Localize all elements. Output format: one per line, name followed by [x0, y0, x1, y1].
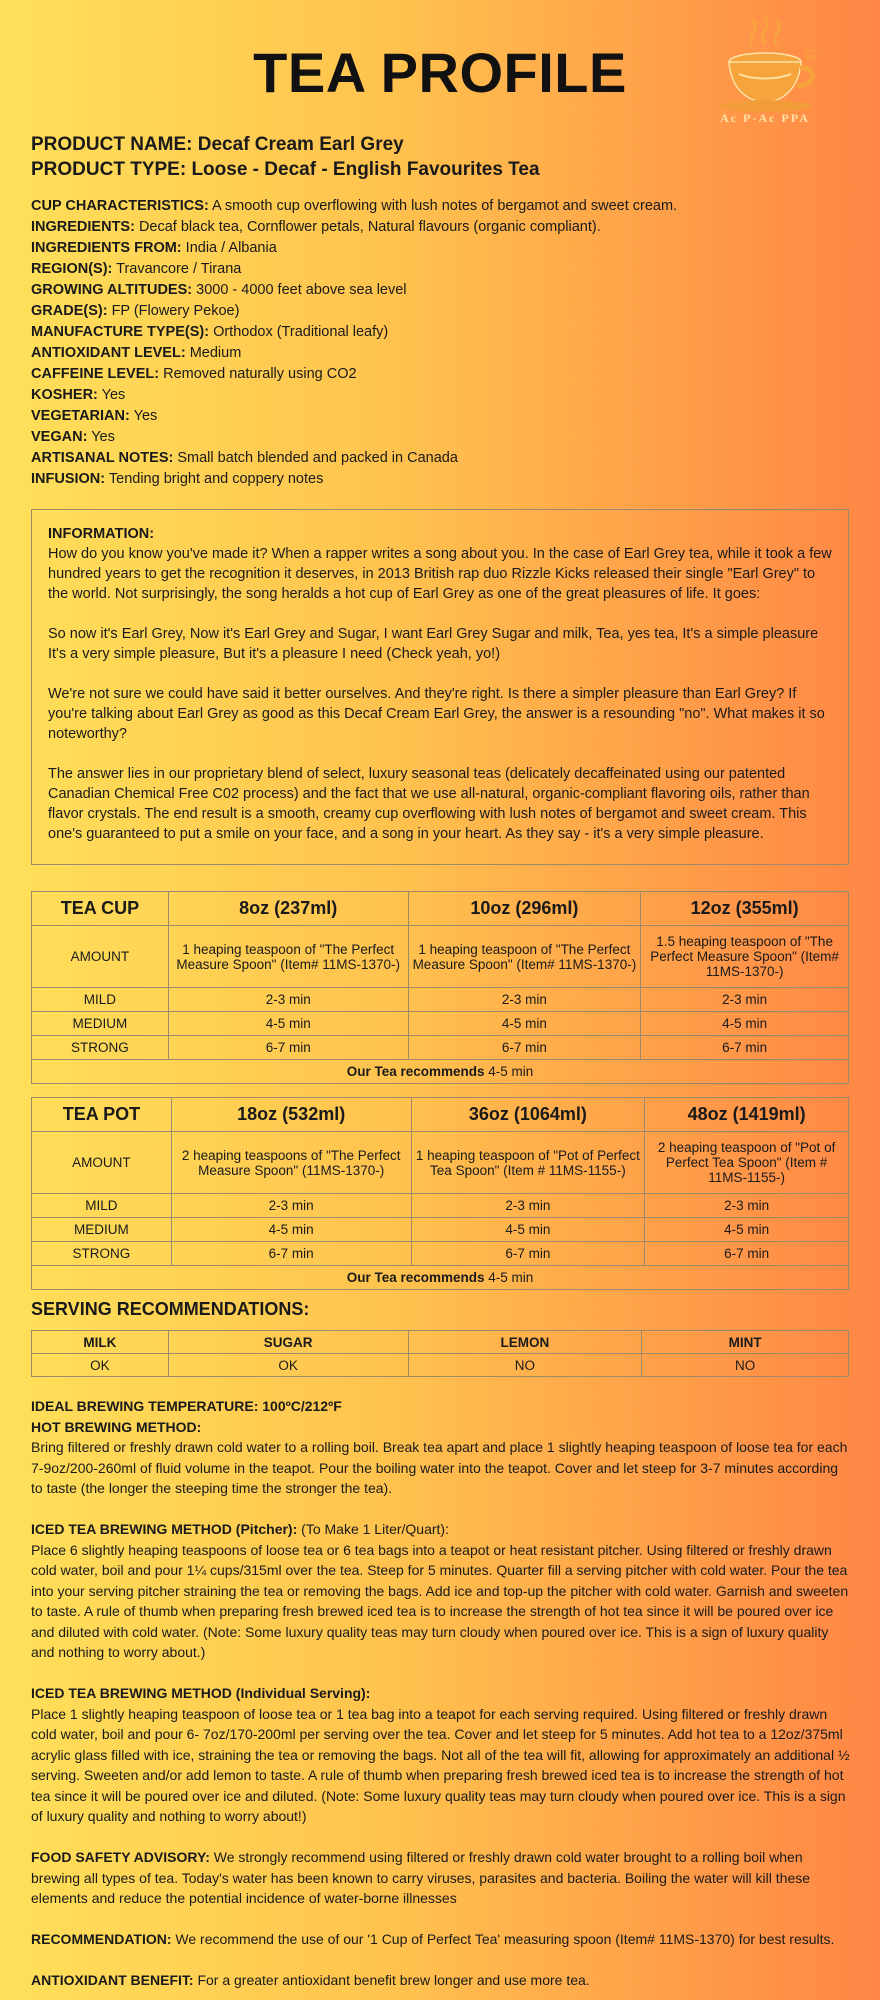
recommendation-block [31, 1929, 851, 1950]
tea-pot-table [31, 1097, 849, 1290]
time-cell: 2-3 min [171, 1194, 411, 1218]
antioxidant-label: ANTIOXIDANT BENEFIT: [31, 1972, 194, 1988]
information-paragraph: How do you know you've made it? When a rapper writes a song about you. In the case of Earl Grey tea, while it took a few hundred years to get the recognition it deserves, in 2013 British rap duo Rizzle Kicks released their single "Earl Grey" to the world. Not surprisingly, the song heralds a hot cup of Earl Grey as one of the great pleasures of life. It goes: [48, 546, 832, 602]
recommendation-row [32, 1060, 849, 1084]
serving-table [31, 1330, 849, 1377]
characteristics-list [31, 196, 851, 490]
serving-header: MILK [32, 1331, 169, 1354]
recommendation-text: We recommend the use of our '1 Cup of Perfect Tea' measuring spoon (Item# 11MS-1370) for best results. [175, 1931, 835, 1947]
information-paragraph: The answer lies in our proprietary blend of select, luxury seasonal teas (delicately decaffeinated using our patented Canadian Chemical Free C02 process) and the fact that we use all-natural, organic-compliant flavoring oils, rather than flavor crystals. The end result is a smooth, creamy cup overflowing with lush notes of bergamot and sweet cream. This one's guaranteed to put a smile on your face, and a song in your heart. As they say - it's a very simple pleasure. [48, 766, 810, 842]
page-title: TEA PROFILE [253, 41, 627, 104]
information-box [31, 509, 849, 865]
product-type: PRODUCT TYPE: Loose - Decaf - English Favourites Tea [31, 159, 540, 180]
time-cell: 4-5 min [168, 1012, 408, 1036]
product-name: PRODUCT NAME: Decaf Cream Earl Grey [31, 134, 404, 155]
recommend-value: 4-5 min [488, 1064, 534, 1079]
iced-pitcher-block [31, 1519, 851, 1663]
hot-brewing-block [31, 1396, 851, 1499]
recommend-label: Our Tea recommends [346, 1270, 485, 1285]
time-cell: 4-5 min [411, 1218, 645, 1242]
strength-label: MILD [32, 988, 169, 1012]
characteristic-row [31, 280, 851, 301]
serving-title: SERVING RECOMMENDATIONS: [31, 1299, 310, 1319]
characteristic-row [31, 259, 851, 280]
characteristic-label: MANUFACTURE TYPE(S): [31, 324, 210, 340]
characteristic-row [31, 343, 851, 364]
characteristic-row [31, 364, 851, 385]
time-cell: 6-7 min [408, 1036, 641, 1060]
brewing-methods [31, 1396, 851, 2000]
time-cell: 6-7 min [641, 1036, 849, 1060]
strength-label: MEDIUM [32, 1218, 172, 1242]
characteristic-value: FP (Flowery Pekoe) [111, 303, 240, 319]
characteristic-value: Small batch blended and packed in Canada [177, 450, 458, 466]
iced-single-label: ICED TEA BREWING METHOD (Individual Serving): [31, 1685, 371, 1701]
tea-cup-logo-icon [705, 16, 825, 126]
antioxidant-text: For a greater antioxidant benefit brew longer and use more tea. [197, 1972, 590, 1988]
characteristic-row [31, 406, 851, 427]
characteristic-label: CAFFEINE LEVEL: [31, 366, 160, 382]
characteristic-label: ANTIOXIDANT LEVEL: [31, 345, 186, 361]
recommendation-label: RECOMMENDATION: [31, 1931, 172, 1947]
characteristic-value: 3000 - 4000 feet above sea level [196, 282, 407, 298]
characteristic-value: Travancore / Tirana [116, 261, 242, 277]
characteristic-label: VEGETARIAN: [31, 408, 130, 424]
time-cell: 4-5 min [645, 1218, 849, 1242]
characteristic-label: VEGAN: [31, 429, 88, 445]
characteristic-label: INGREDIENTS: [31, 219, 135, 235]
size-header: 18oz (532ml) [171, 1098, 411, 1132]
serving-value: OK [32, 1354, 169, 1377]
characteristic-row [31, 301, 851, 322]
characteristic-row [31, 196, 851, 217]
time-cell: 6-7 min [411, 1242, 645, 1266]
characteristic-value: India / Albania [185, 240, 277, 256]
time-cell: 2-3 min [641, 988, 849, 1012]
ideal-temperature: IDEAL BREWING TEMPERATURE: 100ºC/212ºF [31, 1398, 342, 1414]
characteristic-label: KOSHER: [31, 387, 98, 403]
characteristic-row [31, 427, 851, 448]
amount-cell: 1 heaping teaspoon of "The Perfect Measure Spoon" (Item# 11MS-1370-) [168, 926, 408, 988]
amount-label: AMOUNT [32, 1132, 172, 1194]
amount-cell: 1 heaping teaspoon of "Pot of Perfect Tea Spoon" (Item # 11MS-1155-) [411, 1132, 645, 1194]
serving-value: OK [168, 1354, 408, 1377]
characteristic-label: GROWING ALTITUDES: [31, 282, 193, 298]
food-safety-text: We strongly recommend using filtered or freshly drawn cold water brought to a rolling boil when brewing all types of tea. Today's water has been known to carry viruses, parasites and bacteria. Boiling the water will kill these elements and reduce the potential incidence of water-borne illnesses [31, 1849, 811, 1906]
time-cell: 2-3 min [645, 1194, 849, 1218]
serving-value: NO [408, 1354, 642, 1377]
characteristic-value: Decaf black tea, Cornflower petals, Natural flavours (organic compliant). [138, 219, 601, 235]
characteristic-value: Orthodox (Traditional leafy) [213, 324, 389, 340]
characteristic-label: INFUSION: [31, 471, 106, 487]
characteristic-value: Yes [91, 429, 115, 445]
hot-method-text: Bring filtered or freshly drawn cold water to a rolling boil. Break tea apart and place 1 slightly heaping teaspoon of loose tea for each 7-9oz/200-260ml of fluid volume in the teapot. Pour the boiling water into the teapot. Cover and let steep for 3-7 minutes according to taste (the longer the steeping time the stronger the tea). [31, 1439, 848, 1496]
characteristic-row [31, 469, 851, 490]
time-cell: 6-7 min [171, 1242, 411, 1266]
information-paragraph: We're not sure we could have said it better ourselves. And they're right. Is there a simpler pleasure than Earl Grey? If you're talking about Earl Grey as good as this Decaf Cream Earl Grey, the answer is a resounding "no". What makes it so noteworthy? [48, 686, 825, 742]
amount-label: AMOUNT [32, 926, 169, 988]
logo-text: Ac P-Ac PPA [720, 111, 810, 125]
time-cell: 4-5 min [641, 1012, 849, 1036]
size-header: 8oz (237ml) [168, 892, 408, 926]
time-cell: 4-5 min [171, 1218, 411, 1242]
strength-label: MEDIUM [32, 1012, 169, 1036]
serving-value: NO [642, 1354, 849, 1377]
registered-mark: ® [808, 53, 814, 60]
iced-single-text: Place 1 slightly heaping teaspoon of loose tea or 1 tea bag into a teapot for each serving required. Using filtered or freshly drawn cold water, boil and pour 6- 7oz/170-200ml per serving over the tea. Cover and let steep for 5 minutes. Add hot tea to a 12oz/375ml acrylic glass filled with ice, straining the tea or removing the bags. Not all of the tea will fit, allowing for approximately an additional ½ serving. Sweeten and/or add lemon to taste. A rule of thumb when preparing fresh brewed iced tea is to increase the strength of hot tea since it will be poured over ice and diluted. (Note: Some luxury quality teas may turn cloudy when poured over ice. This is a sign of luxury quality and nothing to worry about!) [31, 1705, 850, 1824]
size-header: 12oz (355ml) [641, 892, 849, 926]
antioxidant-block [31, 1970, 851, 1991]
iced-single-block [31, 1683, 851, 1827]
size-header: 36oz (1064ml) [411, 1098, 645, 1132]
characteristic-label: ARTISANAL NOTES: [31, 450, 174, 466]
characteristic-row [31, 385, 851, 406]
characteristic-row [31, 217, 851, 238]
time-cell: 6-7 min [168, 1036, 408, 1060]
hot-method-label: HOT BREWING METHOD: [31, 1418, 202, 1435]
product-header [31, 132, 540, 182]
amount-cell: 1 heaping teaspoon of "The Perfect Measure Spoon" (Item# 11MS-1370-) [408, 926, 641, 988]
food-safety-label: FOOD SAFETY ADVISORY: [31, 1849, 210, 1865]
amount-cell: 2 heaping teaspoon of "Pot of Perfect Tea Spoon" (Item # 11MS-1155-) [645, 1132, 849, 1194]
size-header: 48oz (1419ml) [645, 1098, 849, 1132]
recommend-label: Our Tea recommends [346, 1064, 485, 1079]
serving-header: MINT [642, 1331, 849, 1354]
time-cell: 4-5 min [408, 1012, 641, 1036]
serving-header: SUGAR [168, 1331, 408, 1354]
characteristic-row [31, 448, 851, 469]
characteristic-row [31, 322, 851, 343]
iced-pitcher-text: Place 6 slightly heaping teaspoons of loose tea or 6 tea bags into a teapot or heat resistant pitcher. Using filtered or freshly drawn cold water, boil and pour 1¼ cups/315ml over the tea. Steep for 5 minutes. Quarter fill a serving pitcher with cold water. Pour the tea into your serving pitcher straining the tea or removing the bags. Add ice and top-up the pitcher with cold water. Garnish and sweeten to taste. A rule of thumb when preparing fresh brewed iced tea is to increase the strength of hot tea since it will be poured over ice and diluted with cold water. (Note: Some luxury quality teas may turn cloudy when poured over ice. This is a sign of luxury quality and nothing to worry about.) [31, 1541, 849, 1660]
tea-pot-header: TEA POT [32, 1098, 172, 1132]
characteristic-value: A smooth cup overflowing with lush notes of bergamot and sweet cream. [212, 198, 678, 214]
characteristic-label: GRADE(S): [31, 303, 108, 319]
characteristic-value: Tending bright and coppery notes [108, 471, 324, 487]
tea-cup-table [31, 891, 849, 1084]
time-cell: 2-3 min [168, 988, 408, 1012]
information-paragraph: So now it's Earl Grey, Now it's Earl Grey and Sugar, I want Earl Grey Sugar and milk, Tea, yes tea, It's a simple pleasure It's a very simple pleasure, But it's a pleasure I need (Check yeah, yo!) [48, 626, 819, 662]
iced-pitcher-label: ICED TEA BREWING METHOD (Pitcher): [31, 1521, 298, 1537]
information-heading: INFORMATION: [48, 526, 155, 542]
iced-pitcher-sub: (To Make 1 Liter/Quart): [301, 1521, 449, 1537]
amount-cell: 1.5 heaping teaspoon of "The Perfect Measure Spoon" (Item# 11MS-1370-) [641, 926, 849, 988]
characteristic-value: Removed naturally using CO2 [163, 366, 357, 382]
time-cell: 2-3 min [411, 1194, 645, 1218]
amount-cell: 2 heaping teaspoons of "The Perfect Measure Spoon" (11MS-1370-) [171, 1132, 411, 1194]
strength-label: STRONG [32, 1036, 169, 1060]
recommendation-row [32, 1266, 849, 1290]
characteristic-value: Medium [189, 345, 242, 361]
time-cell: 6-7 min [645, 1242, 849, 1266]
characteristic-value: Yes [133, 408, 158, 424]
recommend-value: 4-5 min [488, 1270, 534, 1285]
characteristic-value: Yes [101, 387, 126, 403]
food-safety-block [31, 1847, 851, 1909]
characteristic-row [31, 238, 851, 259]
tea-cup-header: TEA CUP [32, 892, 169, 926]
size-header: 10oz (296ml) [408, 892, 641, 926]
characteristic-label: INGREDIENTS FROM: [31, 240, 182, 256]
time-cell: 2-3 min [408, 988, 641, 1012]
characteristic-label: REGION(S): [31, 261, 113, 277]
strength-label: STRONG [32, 1242, 172, 1266]
characteristic-label: CUP CHARACTERISTICS: [31, 198, 209, 214]
serving-header: LEMON [408, 1331, 642, 1354]
strength-label: MILD [32, 1194, 172, 1218]
